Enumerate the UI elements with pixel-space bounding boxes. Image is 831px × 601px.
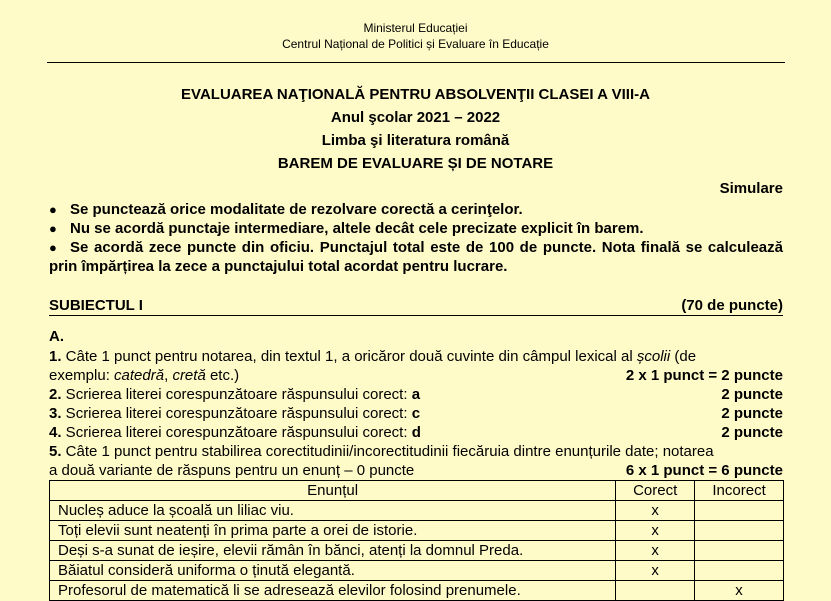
rule-text: Se acordă zece puncte din oficiu. Punctajul total este de 100 de puncte. Nota finală se calculează prin împărțirea la zece a punctajului total acordat pentru lucrare. [49,239,783,275]
item-points: 2 puncte [721,405,783,422]
table-row [50,501,784,521]
simulation-label: Simulare [719,180,783,197]
item-points: 2 x 1 punct = 2 puncte [625,367,783,384]
document-type: BAREM DE EVALUARE ȘI DE NOTARE [277,155,554,172]
bullet-icon: ● [49,202,57,217]
table-row [50,541,784,561]
table-header-row [50,481,784,501]
header-correct: Corect [616,481,695,501]
rule-text: Se punctează orice modalitate de rezolvare corectă a cerinţelor. [70,201,523,218]
header-statement: Enunțul [50,481,616,501]
table-row [50,561,784,581]
item-number: 1. [49,348,62,365]
item-4 [49,423,783,442]
incorrect-cell [695,541,784,561]
item-number: 5. [49,443,62,460]
item-1 [49,347,783,366]
incorrect-cell: x [695,581,784,601]
ministry-name: Ministerul Educației [363,21,468,35]
rule-item [49,238,783,276]
bullet-icon: ● [49,240,57,255]
item-text: (de [670,348,697,365]
item-text: Câte 1 punct pentru notarea, din textul 1, a oricăror două cuvinte din câmpul lexical al [61,348,637,365]
item-text: exemplu: [49,367,115,384]
item-text: Scrierea literei corespunzătoare răspunsului corect: [61,386,412,403]
correct-cell: x [616,561,695,581]
item-answer: c [411,405,421,422]
statement-cell: Deși s-a sunat de ieșire, elevii rămân în bănci, atenți la domnul Preda. [50,541,616,561]
item-number: 2. [49,386,62,403]
separator: , [164,367,173,384]
statement-cell: Nucleș aduce la școală un liliac viu. [50,501,616,521]
table-row [50,521,784,541]
rule-text: Nu se acordă punctaje intermediare, altele decât cele precizate explicit în barem. [70,220,644,237]
item-text: Scrierea literei corespunzătoare răspunsului corect: [61,424,412,441]
subject-points: (70 de puncte) [681,297,783,314]
statement-cell: Profesorul de matematică li se adresează elevilor folosind prenumele. [50,581,616,601]
item-text: etc.) [205,367,240,384]
item-text: Câte 1 punct pentru stabilirea corectitudinii/incorectitudinii fiecăruia dintre enunțurile date; notarea [61,443,714,460]
item-number: 4. [49,424,62,441]
subject-name: Limba şi literatura română [321,132,510,149]
item-5-continued [49,461,783,480]
correct-cell: x [616,541,695,561]
rule-item [49,219,783,238]
center-name: Centrul Național de Politici și Evaluare în Educație [282,37,549,51]
section-a-label: A. [49,328,64,345]
table-row [50,581,784,601]
incorrect-cell [695,501,784,521]
item-3 [49,404,783,423]
correct-cell: x [616,501,695,521]
header-incorrect: Incorect [695,481,784,501]
incorrect-cell [695,561,784,581]
statement-cell: Toți elevii sunt neatenți în prima parte a orei de istorie. [50,521,616,541]
item-text: Scrierea literei corespunzătoare răspunsului corect: [61,405,412,422]
correct-cell [616,581,695,601]
item-text: a două variante de răspuns pentru un enunț – 0 puncte [49,462,415,479]
item-points: 2 puncte [721,386,783,403]
statements-table [49,480,784,601]
subject-label: SUBIECTUL I [49,297,143,314]
incorrect-cell [695,521,784,541]
item-answer: a [411,386,421,403]
item-5 [49,442,783,461]
item-keyword: școlii [636,348,671,365]
example-word: cretă [172,367,206,384]
header-rule [47,62,785,63]
item-points: 6 x 1 punct = 6 puncte [625,462,783,479]
rule-item [49,200,783,219]
statement-cell: Băiatul consideră uniforma o ținută elegantă. [50,561,616,581]
bullet-icon: ● [49,221,57,236]
item-1-continued [49,366,783,385]
example-word: catedră [114,367,165,384]
item-answer: d [411,424,421,441]
school-year: Anul şcolar 2021 – 2022 [330,109,501,126]
item-2 [49,385,783,404]
item-points: 2 puncte [721,424,783,441]
item-number: 3. [49,405,62,422]
exam-title: EVALUAREA NAŢIONALĂ PENTRU ABSOLVENŢII CLASEI A VIII-A [181,86,650,103]
subject-heading [49,297,783,316]
correct-cell: x [616,521,695,541]
